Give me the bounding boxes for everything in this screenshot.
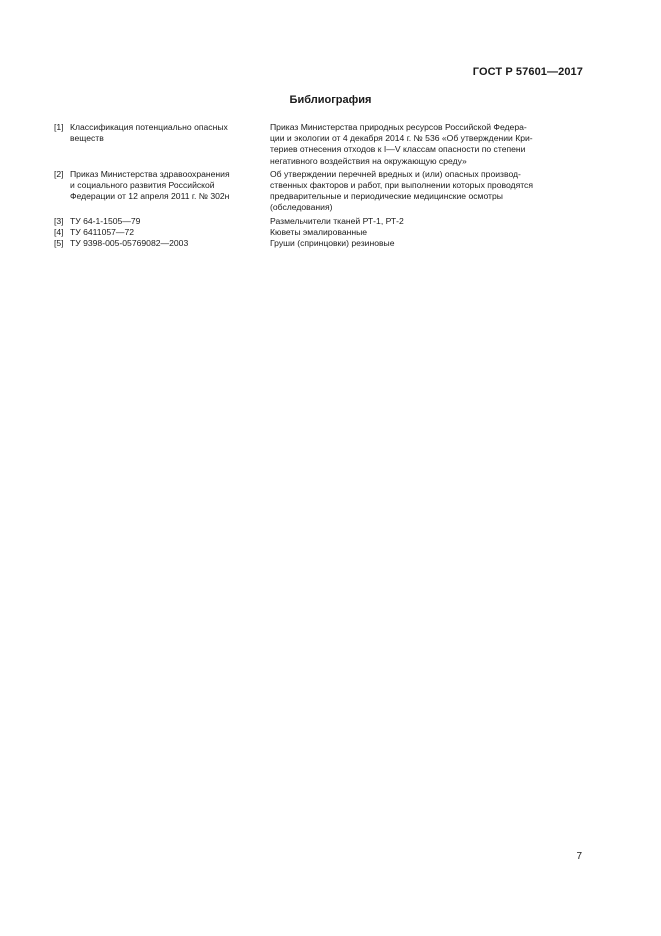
- entry-reference: Приказ Министерства здравоохранения и социального развития Российской Федерации от 12 апреля 2011 г. № 302н: [70, 168, 230, 202]
- entry-number: [1]: [54, 122, 64, 132]
- entry-description: Кюветы эмалированные: [270, 226, 368, 237]
- bibliography-entry-3: [54, 216, 576, 227]
- entry-description: Об утверждении перечней вредных и (или) опасных производ- ственных факторов и работ, при выполнении которых проводятся предварительные и периодические медицинские осмотры (обследования): [270, 168, 534, 213]
- entry-reference: ТУ 64-1-1505—79: [70, 215, 141, 226]
- entry-number: [2]: [54, 168, 64, 179]
- bibliography-entry-5: [54, 238, 576, 249]
- bibliography-entry-1: [54, 122, 576, 167]
- entry-reference: Классификация потенциально опасных веществ: [70, 122, 228, 144]
- document-code: ГОСТ Р 57601—2017: [472, 66, 583, 78]
- entry-description: Груши (спринцовки) резиновые: [270, 238, 395, 249]
- entry-number: [4]: [54, 226, 64, 237]
- entry-number: [3]: [54, 215, 64, 226]
- entry-description: Размельчители тканей РТ-1, РТ-2: [270, 215, 404, 226]
- page-number: 7: [576, 851, 582, 862]
- entry-number: [5]: [54, 238, 64, 249]
- bibliography-list: [54, 122, 576, 249]
- entry-reference: ТУ 9398-005-05769082—2003: [70, 238, 189, 249]
- entry-description: Приказ Министерства природных ресурсов Российской Федера- ции и экологии от 4 декабря 2014 г. № 536 «Об утверждении Кри- териев отнесения отходов к I—V классам опасности по степени негативного воздействия на окружающую среду»: [270, 122, 533, 166]
- bibliography-entry-4: [54, 227, 576, 238]
- section-title: Библиография: [289, 94, 372, 106]
- entry-reference: ТУ 6411057—72: [70, 226, 135, 237]
- bibliography-entry-2: [54, 169, 576, 214]
